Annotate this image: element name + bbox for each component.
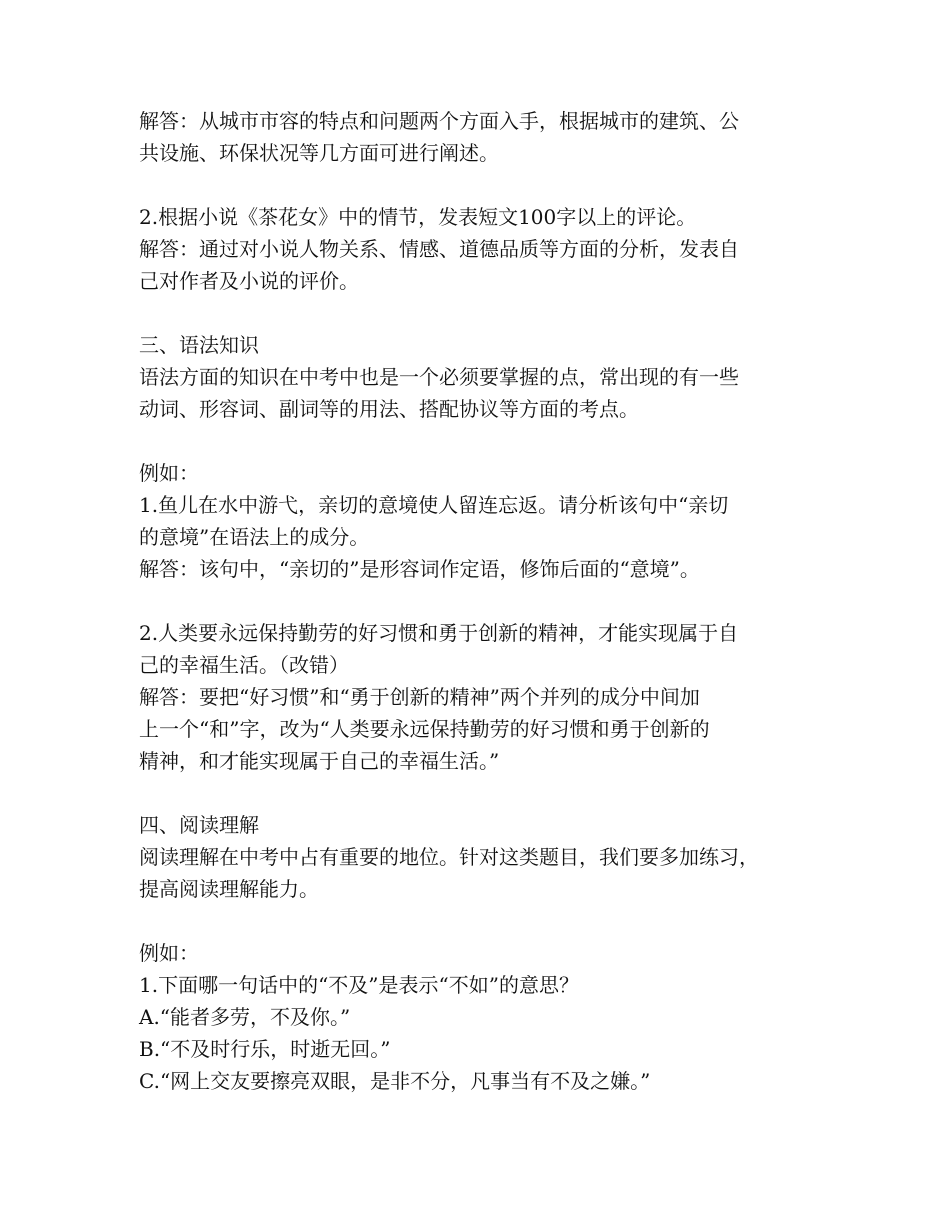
option-line: C.“网上交友要擦亮双眼，是非不分，凡事当有不及之嫌。”: [139, 1069, 651, 1093]
example-paragraph: [139, 457, 839, 585]
question-paragraph: [139, 617, 839, 777]
example-paragraph: [139, 937, 839, 1097]
text-line: 语法方面的知识在中考中也是一个必须要掌握的点，常出现的有一些: [139, 365, 739, 389]
paragraph-gap: [139, 425, 839, 457]
text-line: 1.鱼儿在水中游弋，亲切的意境使人留连忘返。请分析该句中“亲切: [139, 493, 729, 517]
text-line: 解答：该句中，“亲切的”是形容词作定语，修饰后面的“意境”。: [139, 557, 700, 581]
text-line: 解答：要把“好习惯”和“勇于创新的精神”两个并列的成分中间加: [139, 685, 700, 709]
text-line: 2.根据小说《茶花女》中的情节，发表短文100字以上的评论。: [139, 205, 697, 229]
paragraph-gap: [139, 777, 839, 809]
text-line: 己的幸福生活。（改错）: [139, 653, 349, 677]
paragraph-gap: [139, 585, 839, 617]
text-line: 精神，和才能实现属于自己的幸福生活。”: [139, 749, 500, 773]
section-grammar: [139, 329, 839, 425]
section-reading: [139, 809, 839, 905]
paragraph-gap: [139, 297, 839, 329]
text-line: 2.人类要永远保持勤劳的好习惯和勇于创新的精神，才能实现属于自: [139, 621, 739, 645]
question-paragraph: [139, 201, 839, 297]
text-line: 动词、形容词、副词等的用法、搭配协议等方面的考点。: [139, 397, 639, 421]
text-line: 上一个“和”字，改为“人类要永远保持勤劳的好习惯和勇于创新的: [139, 717, 710, 741]
option-line: A.“能者多劳，不及你。”: [139, 1005, 351, 1029]
example-label: 例如：: [139, 941, 199, 965]
document-page: [139, 105, 839, 1097]
paragraph-gap: [139, 905, 839, 937]
text-line: 提高阅读理解能力。: [139, 877, 319, 901]
text-line: 共设施、环保状况等几方面可进行阐述。: [139, 141, 499, 165]
section-heading: 四、阅读理解: [139, 813, 259, 837]
example-label: 例如：: [139, 461, 199, 485]
text-line: 阅读理解在中考中占有重要的地位。针对这类题目，我们要多加练习，: [139, 845, 759, 869]
section-heading: 三、语法知识: [139, 333, 259, 357]
option-line: B.“不及时行乐，时逝无回。”: [139, 1037, 391, 1061]
answer-paragraph: [139, 105, 839, 169]
text-line: 解答：通过对小说人物关系、情感、道德品质等方面的分析，发表自: [139, 237, 739, 261]
text-line: 解答：从城市市容的特点和问题两个方面入手，根据城市的建筑、公: [139, 109, 739, 133]
text-line: 的意境”在语法上的成分。: [139, 525, 370, 549]
text-line: 1.下面哪一句话中的“不及”是表示“不如”的意思？: [139, 973, 579, 997]
text-line: 己对作者及小说的评价。: [139, 269, 359, 293]
paragraph-gap: [139, 169, 839, 201]
